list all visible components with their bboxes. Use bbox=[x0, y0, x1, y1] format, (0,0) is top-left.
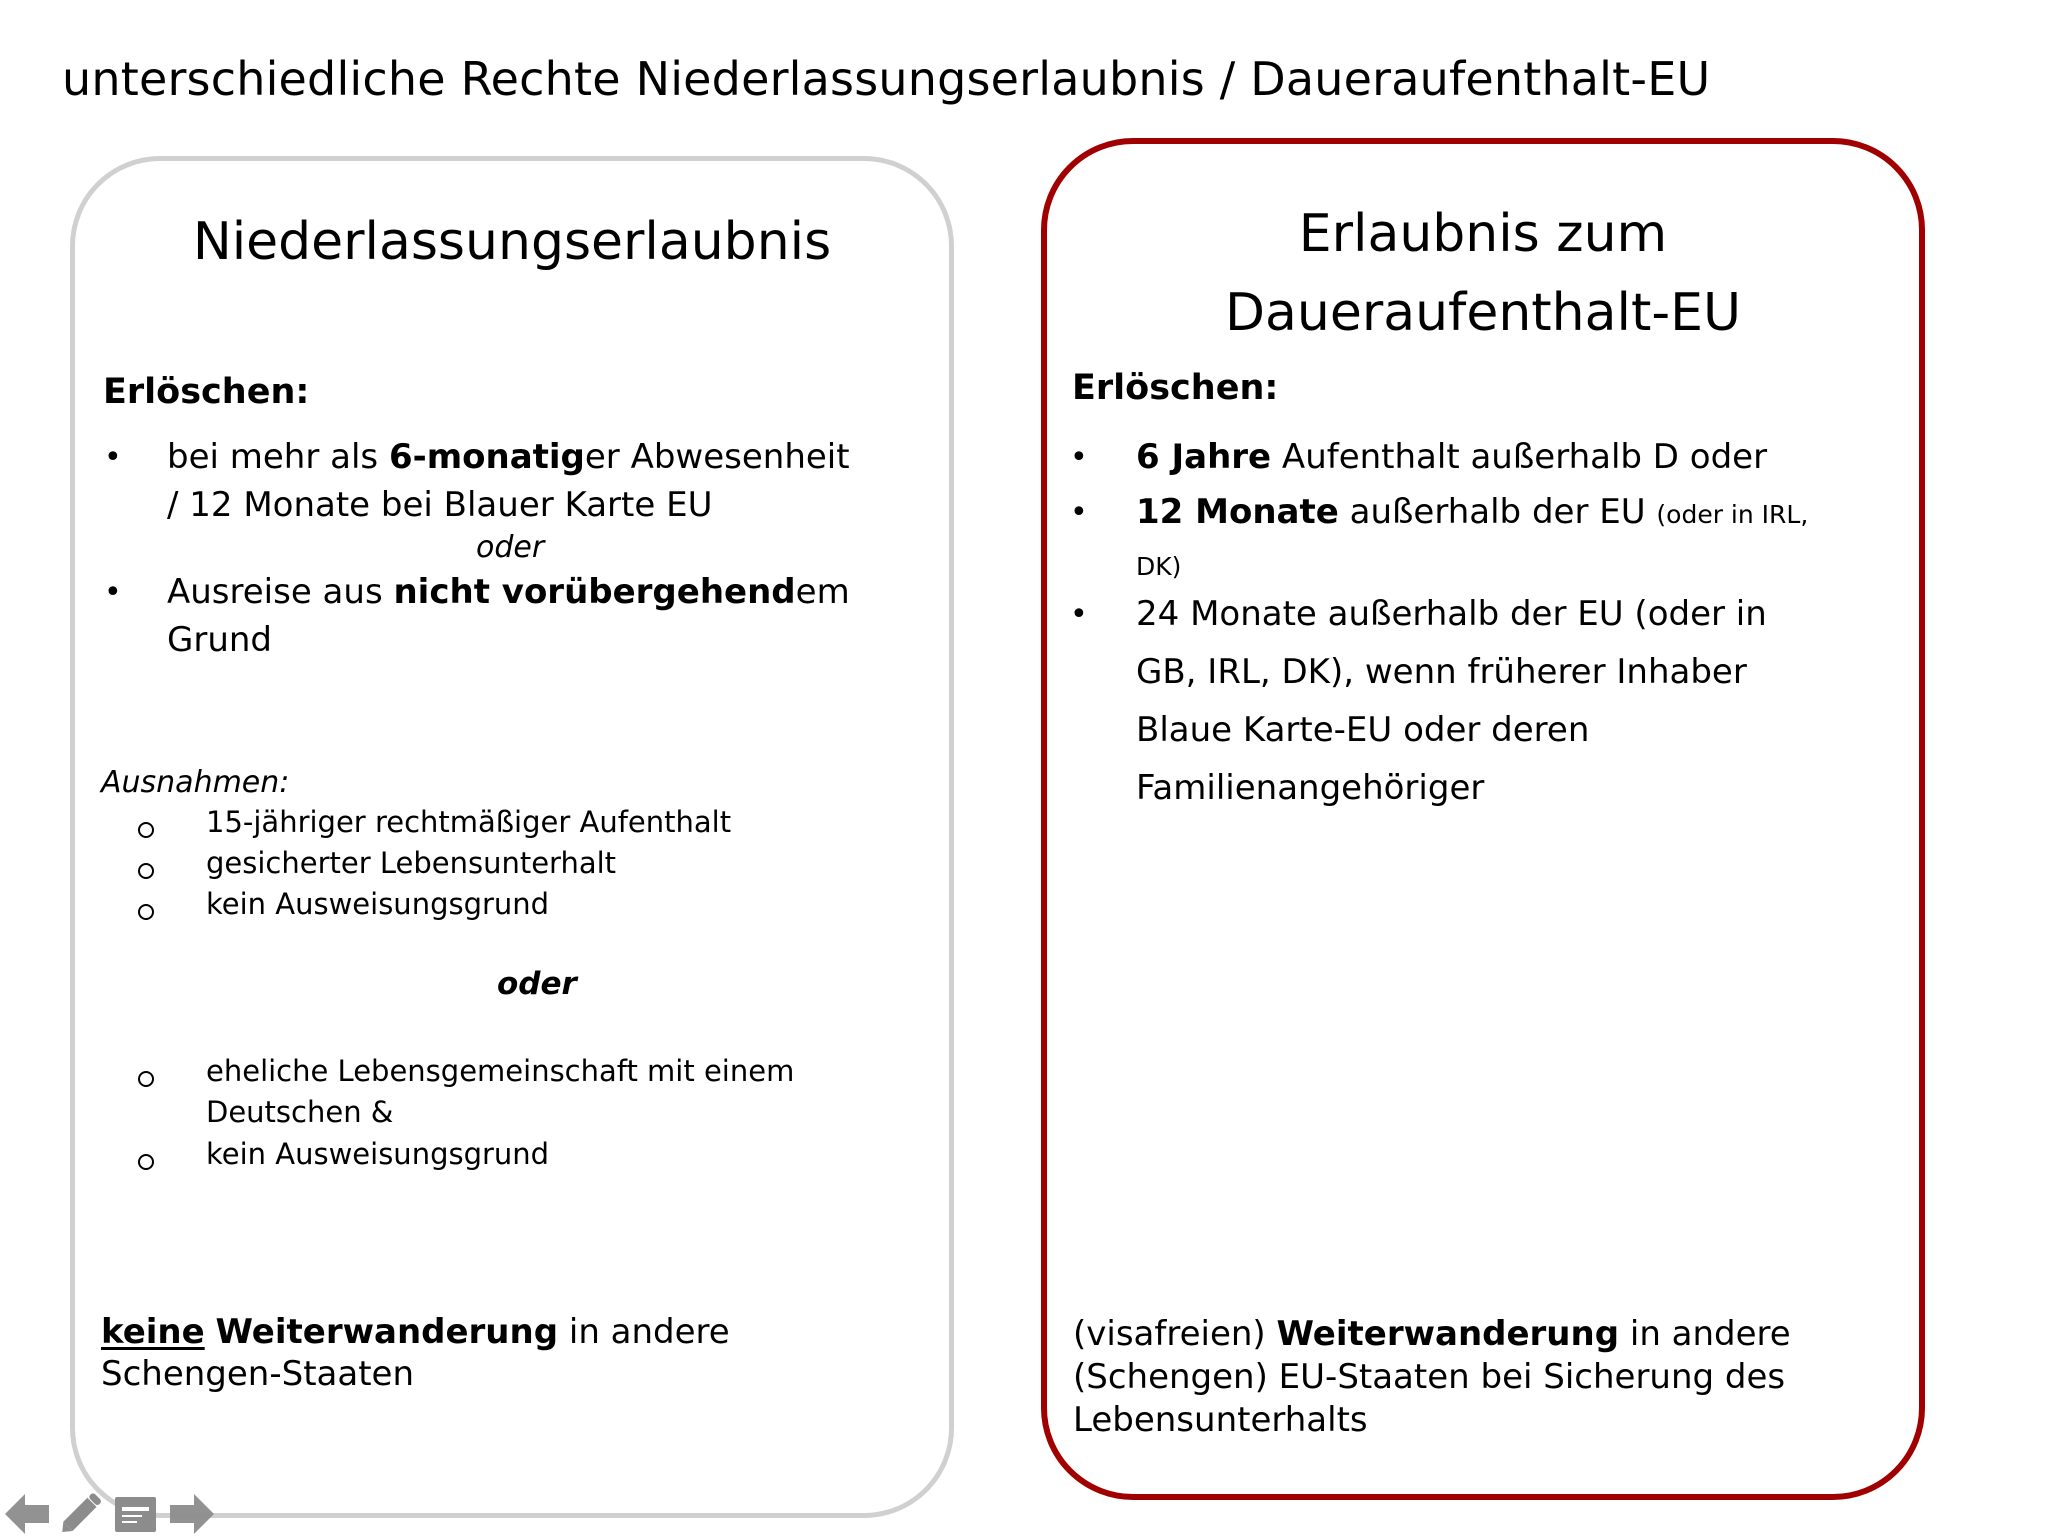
text-run: (visafreien) bbox=[1073, 1314, 1277, 1354]
exception-item: eheliche Lebensgemeinschaft mit einem bbox=[206, 1054, 795, 1088]
left-bullet-2-line2: Grund bbox=[167, 620, 273, 660]
right-bullet-2 bbox=[1136, 492, 1808, 532]
left-bullet-2-line1 bbox=[167, 572, 850, 612]
right-bullet-2-continued: DK) bbox=[1136, 552, 1182, 581]
right-footer-line1 bbox=[1073, 1314, 1791, 1354]
exception-item: gesicherter Lebensunterhalt bbox=[206, 846, 617, 880]
left-footer-line1 bbox=[101, 1312, 730, 1352]
right-bullet-1 bbox=[1136, 437, 1767, 477]
text-run: er Abwesenheit bbox=[584, 437, 850, 477]
right-bullet-3-line2: GB, IRL, DK), wenn früherer Inhaber bbox=[1136, 652, 1747, 692]
exceptions-label: Ausnahmen: bbox=[101, 765, 290, 800]
bullet-icon: • bbox=[104, 575, 122, 610]
right-panel-heading-line1: Erlaubnis zum bbox=[1298, 204, 1668, 264]
text-run: em bbox=[795, 572, 850, 612]
left-bullets-separator: oder bbox=[476, 530, 545, 565]
bullet-icon: • bbox=[1070, 495, 1088, 530]
circle-bullet-icon bbox=[138, 1154, 154, 1170]
circle-bullet-icon bbox=[138, 822, 154, 838]
text-run: in andere bbox=[1619, 1314, 1791, 1354]
right-bullet-3-line1: 24 Monate außerhalb der EU (oder in bbox=[1136, 594, 1767, 634]
arrow-right-icon[interactable] bbox=[170, 1494, 214, 1534]
left-section-label: Erlöschen: bbox=[103, 372, 310, 412]
bullet-icon: • bbox=[1070, 597, 1088, 632]
left-bullet-1-line2: / 12 Monate bei Blauer Karte EU bbox=[167, 485, 713, 525]
right-panel-heading-line2: Daueraufenthalt-EU bbox=[1224, 283, 1742, 343]
text-run-bold: 6-monatig bbox=[388, 437, 585, 477]
exception-item: 15-jähriger rechtmäßiger Aufenthalt bbox=[206, 805, 732, 839]
text-run-small: (oder in IRL, bbox=[1656, 500, 1809, 529]
circle-bullet-icon bbox=[138, 1071, 154, 1087]
slide-nav-controls bbox=[0, 1490, 220, 1538]
exceptions-separator: oder bbox=[497, 966, 577, 1002]
slide-title: unterschiedliche Rechte Niederlassungserlaubnis / Daueraufenthalt-EU bbox=[62, 52, 1711, 106]
right-bullet-3-line4: Familienangehöriger bbox=[1136, 768, 1485, 808]
exception-item-continued: Deutschen & bbox=[206, 1095, 394, 1129]
text-run: außerhalb der EU bbox=[1338, 492, 1657, 532]
right-bullet-3-line3: Blaue Karte-EU oder deren bbox=[1136, 710, 1590, 750]
exception-item: kein Ausweisungsgrund bbox=[206, 1137, 550, 1171]
text-run-bold: 12 Monate bbox=[1136, 492, 1339, 532]
circle-bullet-icon bbox=[138, 863, 154, 879]
left-panel-heading: Niederlassungserlaubnis bbox=[192, 212, 832, 272]
text-run-bold: nicht vorübergehend bbox=[393, 572, 796, 612]
bullet-icon: • bbox=[1070, 440, 1088, 475]
right-section-label: Erlöschen: bbox=[1072, 368, 1279, 408]
text-run: Ausreise aus bbox=[167, 572, 394, 612]
circle-bullet-icon bbox=[138, 904, 154, 920]
text-run-bold: 6 Jahre bbox=[1136, 437, 1272, 477]
bullet-icon: • bbox=[104, 440, 122, 475]
text-run-underlined: keine bbox=[101, 1312, 205, 1352]
text-run: bei mehr als bbox=[167, 437, 389, 477]
text-run: in andere bbox=[558, 1312, 730, 1352]
text-run: Aufenthalt außerhalb D oder bbox=[1271, 437, 1768, 477]
text-run-bold: Weiterwanderung bbox=[215, 1312, 559, 1352]
notes-icon[interactable] bbox=[115, 1497, 156, 1532]
arrow-left-icon[interactable] bbox=[5, 1494, 49, 1534]
right-footer-line2: (Schengen) EU-Staaten bei Sicherung des bbox=[1073, 1357, 1786, 1397]
left-footer-line2: Schengen-Staaten bbox=[101, 1354, 414, 1394]
pencil-icon[interactable] bbox=[55, 1490, 107, 1538]
left-bullet-1-line1 bbox=[167, 437, 850, 477]
right-footer-line3: Lebensunterhalts bbox=[1073, 1400, 1368, 1440]
text-run-bold: Weiterwanderung bbox=[1276, 1314, 1620, 1354]
exception-item: kein Ausweisungsgrund bbox=[206, 887, 550, 921]
